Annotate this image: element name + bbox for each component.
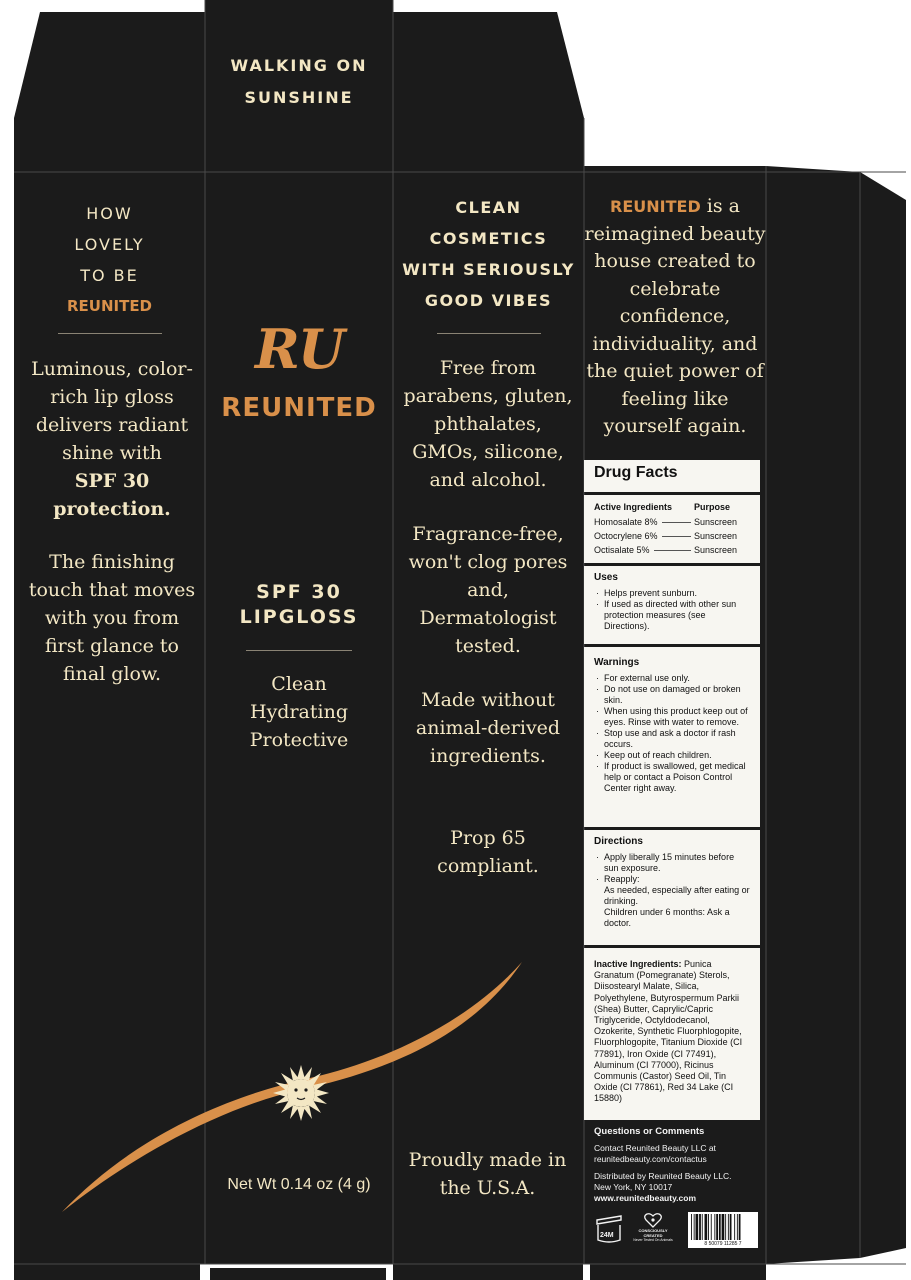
paw-heart-icon (644, 1212, 662, 1228)
benefit-protective: Protective (249, 729, 349, 751)
heading-line: HOW (86, 204, 133, 223)
contact-block (594, 1126, 760, 1204)
active-ingredients-header: Active Ingredients (594, 502, 673, 512)
benefit-clean: Clean (271, 673, 327, 695)
heading-line: CLEAN (455, 198, 522, 217)
barcode-bar (737, 1214, 738, 1240)
barcode-bar (705, 1214, 708, 1240)
about-brand (584, 193, 766, 441)
active-name: Octocrylene 6% (594, 531, 658, 541)
uses-item: · Helps prevent sunburn. (594, 588, 750, 599)
active-ingredients-box (584, 495, 760, 563)
inactive-text: Punica Granatum (Pomegranate) Sterols, Diisostearyl Malate, Silica, Polyethylene, Butyrospermum Parkii (Shea) Butter, Caprylic/Capric Triglyceride, Octyldodecanol, Ozokerite, Synthetic Fluorphlogopite, Fluorphlogopite, Titanium Dioxide (CI 77891), Iron Oxide (CI 77491), Aluminum (CI 77000), Ricinus Communis (Castor) Seed Oil, Tin Oxide (CI 77861), Red 34 Lake (CI 15880) (594, 959, 743, 1104)
tagline-line-2: SUNSHINE (244, 88, 354, 107)
product-benefits (205, 670, 393, 754)
barcode (688, 1212, 758, 1248)
cruelty-line-2: CREATED (643, 1233, 663, 1238)
uses-title: Uses (594, 572, 618, 583)
active-name: Homosalate 8% (594, 517, 658, 527)
barcode-bar (708, 1214, 709, 1240)
brand-wordmark-inline: REUNITED (610, 197, 701, 216)
active-row (594, 543, 750, 557)
contact-title: Questions or Comments (594, 1126, 705, 1137)
drug-facts-title-box (584, 460, 760, 492)
benefit-hydrating: Hydrating (250, 701, 348, 723)
inactive-label: Inactive Ingredients: (594, 959, 682, 969)
divider (246, 650, 352, 651)
barcode-bar (711, 1214, 712, 1240)
distributor-line: Distributed by Reunited Beauty LLC. (594, 1171, 732, 1181)
product-name (205, 580, 393, 630)
sun-icon (273, 1065, 329, 1121)
heading-line: TO BE (80, 266, 139, 285)
warnings-title: Warnings (594, 657, 640, 668)
active-purpose: Sunscreen (694, 517, 738, 527)
cruelty-free-badge (630, 1212, 676, 1243)
contact-url: reunitedbeauty.com/contactus (594, 1154, 707, 1164)
active-row (594, 515, 750, 529)
barcode-bar (739, 1214, 741, 1240)
barcode-bar (719, 1214, 721, 1240)
uses-item: · If used as directed with other sun protection measures (see Directions). (594, 599, 750, 632)
barcode-bar (722, 1214, 725, 1240)
made-in-usa: Proudly made in the U.S.A. (408, 1149, 567, 1199)
barcode-bar (691, 1214, 692, 1240)
product-line-1: SPF 30 (256, 581, 342, 603)
heading-line: GOOD VIBES (424, 291, 553, 310)
barcode-bar (730, 1214, 732, 1240)
website: www.reunitedbeauty.com (594, 1193, 697, 1203)
brand-wordmark-small: REUNITED (66, 297, 153, 315)
direction-item: · Reapply: (594, 874, 750, 885)
active-purpose: Sunscreen (694, 531, 738, 541)
claim-prop-65: Prop 65 compliant. (437, 827, 539, 877)
claim-free-from: Free from parabens, gluten, phthalates, GMOs, silicone, and alcohol. (403, 357, 573, 491)
warning-item: · Keep out of reach children. (594, 750, 750, 761)
direction-detail: As needed, especially after eating or drinking. (604, 885, 750, 906)
purpose-header: Purpose (694, 502, 731, 512)
barcode-bar (694, 1214, 695, 1240)
barcode-bar (725, 1214, 726, 1240)
tagline-line-1: WALKING ON (230, 56, 368, 75)
claims-heading (393, 192, 584, 316)
cruelty-line-1: CONSCIOUSLY (638, 1228, 668, 1233)
barcode-number: 8 50079 11285 7 (704, 1241, 742, 1247)
claim-animal-free: Made without animal-derived ingredients. (415, 689, 561, 767)
heading-line: WITH SERIOUSLY (402, 260, 575, 279)
uses-box (584, 566, 760, 644)
contact-line: Contact Reunited Beauty LLC at (594, 1143, 716, 1153)
active-name: Octisalate 5% (594, 545, 650, 555)
barcode-bar (696, 1214, 699, 1240)
barcode-bar (728, 1214, 729, 1240)
pao-label: 24M (600, 1232, 614, 1239)
barcode-bars (688, 1212, 758, 1242)
active-purpose: Sunscreen (694, 545, 738, 555)
barcode-bar (716, 1214, 718, 1240)
heading-line: COSMETICS (429, 229, 548, 248)
barcode-bar (699, 1214, 701, 1240)
drug-facts-title: Drug Facts (594, 464, 678, 481)
claim-fragrance-free: Fragrance-free, won't clog pores and, Dermatologist tested. (408, 523, 568, 657)
about-text: is a reimagined beauty house created to celebrate confidence, individuality, and the quiet power of feeling like yourself again. (584, 195, 766, 437)
warning-item: · Do not use on damaged or broken skin. (594, 684, 750, 706)
left-panel-finishing: The finishing touch that moves with you from first glance to final glow. (28, 551, 196, 685)
cruelty-line-3: Never Tested On Animals (633, 1238, 673, 1242)
divider (437, 333, 541, 334)
directions-box (584, 830, 760, 945)
directions-title: Directions (594, 836, 643, 847)
warning-item-continued: · If product is swallowed, get medical help or contact a Poison Control Center right away. (594, 761, 750, 794)
pao-jar-icon (594, 1213, 624, 1245)
barcode-bar (714, 1214, 715, 1240)
spf-highlight: SPF 30 protection. (53, 470, 171, 520)
direction-detail: Children under 6 months: Ask a doctor. (604, 907, 730, 928)
inactive-ingredients-box (584, 948, 760, 1120)
brand-wordmark: REUNITED (221, 393, 377, 423)
barcode-bar (734, 1214, 735, 1240)
warning-item: · When using this product keep out of eyes. Rinse with water to remove. (594, 706, 750, 728)
distributor-address: New York, NY 10017 (594, 1182, 673, 1192)
active-row (594, 529, 750, 543)
direction-item: · Apply liberally 15 minutes before sun exposure. (594, 852, 750, 874)
heading-line: LOVELY (74, 235, 145, 254)
barcode-bar (702, 1214, 703, 1240)
warning-item: · For external use only. (594, 673, 750, 684)
product-line-2: LIPGLOSS (239, 606, 359, 628)
net-weight: Net Wt 0.14 oz (4 g) (227, 1176, 371, 1193)
brand-monogram: RU (255, 317, 343, 381)
warning-item: · Stop use and ask a doctor if rash occurs. (594, 728, 750, 750)
warnings-box (584, 647, 760, 827)
description-text: Luminous, color-rich lip gloss delivers radiant shine with (31, 358, 193, 464)
